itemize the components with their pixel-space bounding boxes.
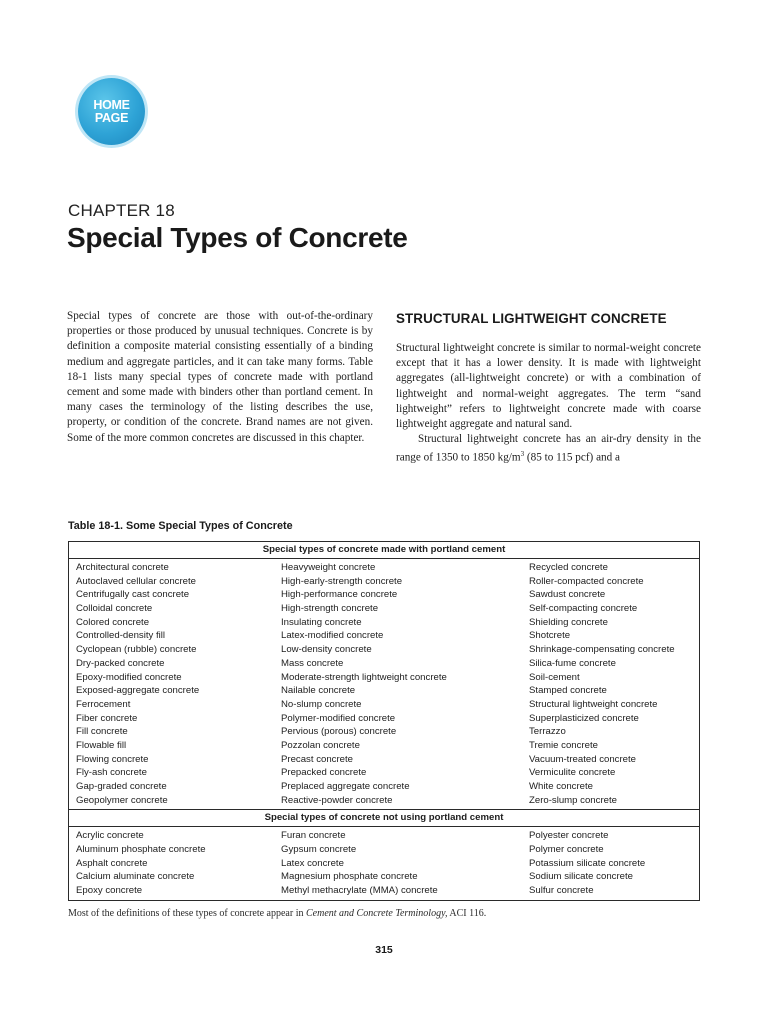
table-cell: No-slump concrete bbox=[281, 698, 362, 710]
table-cell: Moderate-strength lightweight concrete bbox=[281, 671, 447, 683]
table-cell: High-early-strength concrete bbox=[281, 575, 403, 587]
table-cell: Reactive-powder concrete bbox=[281, 794, 393, 806]
table-cell: Vermiculite concrete bbox=[529, 767, 616, 779]
table-group-body bbox=[69, 559, 699, 809]
table-cell: Architectural concrete bbox=[76, 562, 169, 573]
table-cell: Epoxy-modified concrete bbox=[76, 671, 182, 683]
table-cell: Latex-modified concrete bbox=[281, 630, 384, 642]
table-cell: Sawdust concrete bbox=[529, 589, 606, 601]
paragraph-2-text: Structural lightweight concrete has an air-dry density in the range of 1350 to 1850 kg/m bbox=[396, 433, 701, 465]
section-paragraph-1: Structural lightweight concrete is similar to normal-weight concrete except that it has a lower density. It is made with lightweight aggregates (all-lightweight concrete) or with a combination of lightweight and normal-weight aggregates. The term “sand lightweight” refers to lightweight concrete made with coarse lightweight aggregate and natural sand. bbox=[396, 342, 701, 431]
table-cell: Superplasticized concrete bbox=[529, 712, 639, 724]
table-cell: Stamped concrete bbox=[529, 685, 607, 697]
table-group-header: Special types of concrete made with portland cement bbox=[69, 542, 699, 559]
table-cell: Fill concrete bbox=[76, 726, 128, 738]
table-cell: Sodium silicate concrete bbox=[529, 871, 633, 883]
table-cell: Furan concrete bbox=[281, 830, 346, 842]
table-cell: Structural lightweight concrete bbox=[529, 698, 658, 710]
intro-column bbox=[67, 309, 373, 446]
table-cell: Shotcrete bbox=[529, 630, 571, 642]
table-cell: Colored concrete bbox=[76, 616, 150, 628]
table-cell: Low-density concrete bbox=[281, 644, 372, 656]
section-column bbox=[396, 341, 701, 466]
table-cell: Prepacked concrete bbox=[281, 767, 367, 779]
table-cell: Centrifugally cast concrete bbox=[76, 589, 190, 601]
section-paragraph-2 bbox=[396, 432, 701, 466]
table-caption: Table 18-1. Some Special Types of Concrete bbox=[68, 520, 293, 532]
table-group-header: Special types of concrete not using portland cement bbox=[69, 809, 699, 827]
table-cell: Shrinkage-compensating concrete bbox=[529, 644, 675, 656]
concrete-types-table bbox=[68, 541, 700, 901]
table-cell: Colloidal concrete bbox=[76, 603, 153, 615]
superscript-3: 3 bbox=[520, 450, 525, 459]
table-cell: Gap-graded concrete bbox=[76, 781, 167, 792]
paragraph-2-tail: (85 to 115 pcf) and a bbox=[524, 452, 621, 465]
table-cell: Potassium silicate concrete bbox=[529, 857, 646, 869]
table-cell: Terrazzo bbox=[529, 726, 566, 738]
table-cell: Pozzolan concrete bbox=[281, 739, 360, 751]
table-cell: Roller-compacted concrete bbox=[529, 575, 644, 587]
table-cell: Exposed-aggregate concrete bbox=[76, 685, 200, 697]
table-cell: Preplaced aggregate concrete bbox=[281, 781, 410, 792]
table-cell: Aluminum phosphate concrete bbox=[76, 844, 206, 856]
footnote-reference: ACI 116. bbox=[447, 908, 487, 919]
table-cell: Geopolymer concrete bbox=[76, 794, 168, 806]
page-number: 315 bbox=[375, 944, 393, 956]
section-heading: STRUCTURAL LIGHTWEIGHT CONCRETE bbox=[396, 311, 667, 326]
table-cell: Calcium aluminate concrete bbox=[76, 871, 195, 883]
table-cell: Methyl methacrylate (MMA) concrete bbox=[281, 885, 438, 897]
chapter-label: CHAPTER 18 bbox=[68, 201, 175, 220]
table-cell: Cyclopean (rubble) concrete bbox=[76, 644, 197, 656]
table-cell: White concrete bbox=[529, 781, 593, 792]
table-cell: Controlled-density fill bbox=[76, 630, 166, 642]
table-cell: Insulating concrete bbox=[281, 616, 362, 628]
table-cell: Epoxy concrete bbox=[76, 885, 143, 897]
table-cell: Recycled concrete bbox=[529, 562, 608, 573]
table-footnote bbox=[68, 908, 486, 919]
table-cell: Asphalt concrete bbox=[76, 857, 148, 869]
table-cell: Flowing concrete bbox=[76, 753, 149, 765]
table-cell: Tremie concrete bbox=[529, 739, 598, 751]
table-cell: Gypsum concrete bbox=[281, 844, 357, 856]
table-cell: Silica-fume concrete bbox=[529, 657, 616, 669]
table-cell: Mass concrete bbox=[281, 657, 344, 669]
table-cell: Polyester concrete bbox=[529, 830, 609, 842]
table-cell: Polymer-modified concrete bbox=[281, 712, 396, 724]
table-cell: Pervious (porous) concrete bbox=[281, 726, 397, 738]
table-column bbox=[529, 561, 699, 807]
home-page-button[interactable] bbox=[78, 78, 145, 145]
table-cell: Heavyweight concrete bbox=[281, 562, 376, 573]
table-cell: High-strength concrete bbox=[281, 603, 379, 615]
table-column bbox=[69, 561, 281, 807]
table-cell: Sulfur concrete bbox=[529, 885, 594, 897]
home-page-label-line1: HOME bbox=[93, 97, 130, 112]
table-cell: Ferrocement bbox=[76, 698, 131, 710]
table-cell: Shielding concrete bbox=[529, 616, 608, 628]
footnote-text: Most of the definitions of these types of concrete appear in bbox=[68, 908, 306, 919]
table-cell: Flowable fill bbox=[76, 739, 127, 751]
page-title: Special Types of Concrete bbox=[67, 222, 408, 253]
table-cell: Acrylic concrete bbox=[76, 830, 144, 842]
table-column bbox=[69, 829, 281, 897]
table-cell: Magnesium phosphate concrete bbox=[281, 871, 418, 883]
table-cell: Zero-slump concrete bbox=[529, 794, 617, 806]
table-group-body bbox=[69, 827, 699, 899]
table-cell: Dry-packed concrete bbox=[76, 657, 165, 669]
table-cell: Precast concrete bbox=[281, 753, 353, 765]
table-cell: Latex concrete bbox=[281, 857, 344, 869]
footnote-reference-title: Cement and Concrete Terminology, bbox=[305, 908, 448, 919]
table-cell: Nailable concrete bbox=[281, 685, 356, 697]
table-cell: Soil-cement bbox=[529, 671, 580, 683]
table-cell: Fly-ash concrete bbox=[76, 767, 147, 779]
table-column bbox=[281, 561, 529, 807]
table-column bbox=[529, 829, 699, 897]
table-cell: Self-compacting concrete bbox=[529, 603, 638, 615]
table-cell: Polymer concrete bbox=[529, 844, 604, 856]
home-page-label-line2: PAGE bbox=[94, 110, 129, 125]
table-cell: Autoclaved cellular concrete bbox=[76, 575, 196, 587]
table-column bbox=[281, 829, 529, 897]
table-cell: High-performance concrete bbox=[281, 589, 398, 601]
table-cell: Fiber concrete bbox=[76, 712, 138, 724]
intro-paragraph: Special types of concrete are those with out-of-the-ordinary properties or those produced by unusual techniques. Concrete is by definition a composite material consisting essentially of a binding medium and aggregate particles, and it can take many forms. Table 18-1 lists many special types of concrete made with portland cement and some made with binders other than portland cement. In many cases the terminology of the listing describes the use, property, or condition of the concrete. Brand names are not given. Some of the more common concretes are discussed in this chapter. bbox=[67, 310, 373, 444]
table-cell: Vacuum-treated concrete bbox=[529, 753, 637, 765]
